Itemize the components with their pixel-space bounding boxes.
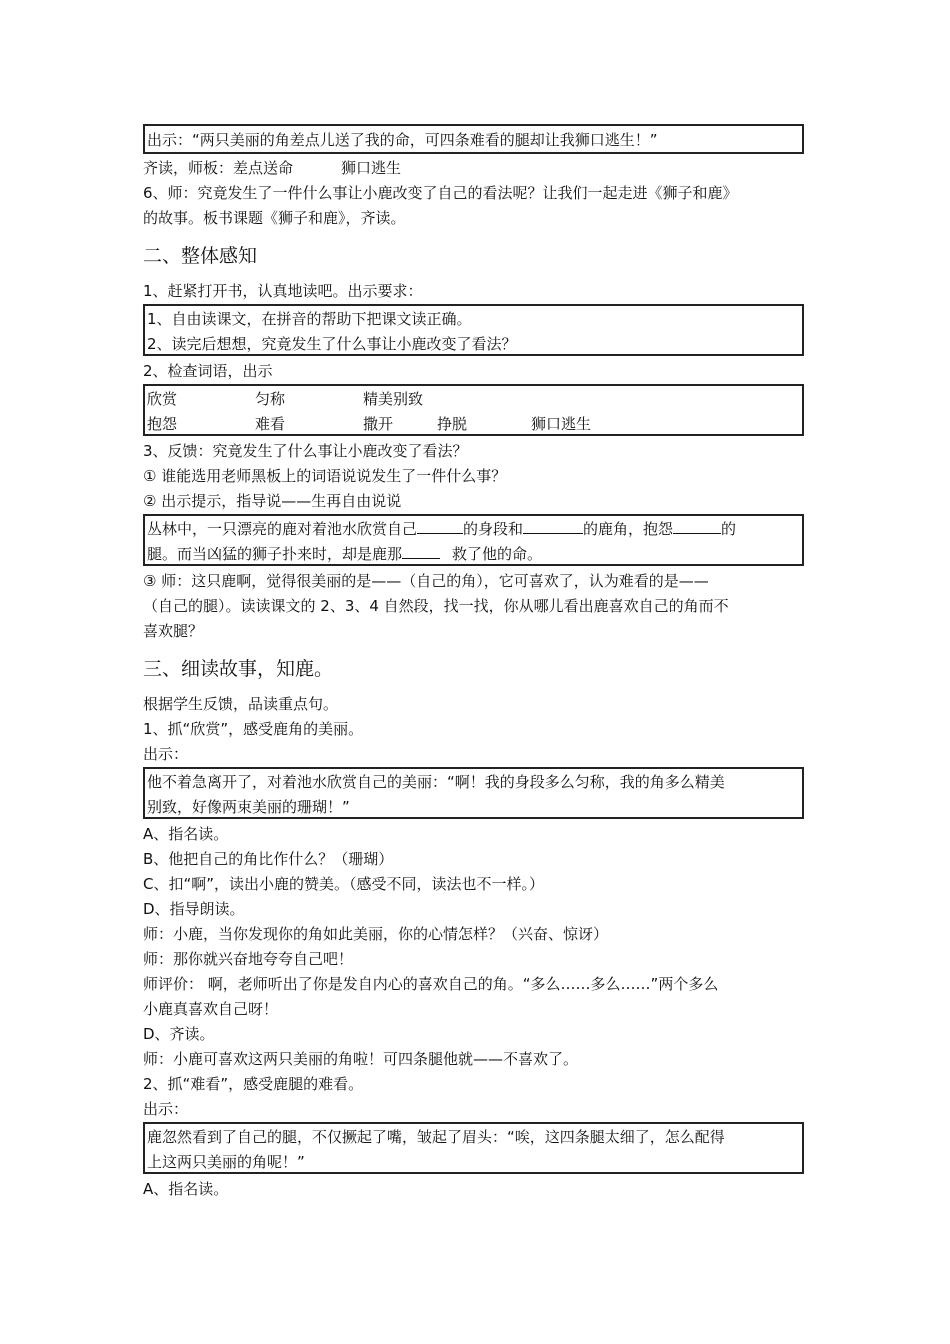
blank-1: [417, 519, 463, 534]
paragraph: 的故事。板书课题《狮子和鹿》，齐读。: [143, 209, 406, 227]
paragraph: 师：小鹿可喜欢这两只美丽的角啦！可四条腿他就——不喜欢了。: [143, 1050, 579, 1068]
vocab-word: 狮口逃生: [531, 415, 592, 433]
paragraph: 小鹿真喜欢自己呀！: [143, 1000, 279, 1018]
paragraph: 师：那你就兴奋地夸夸自己吧！: [143, 950, 354, 968]
paragraph: ③ 师：这只鹿啊，觉得很美丽的是——（自己的角），它可喜欢了，认为难看的是——: [143, 572, 709, 590]
paragraph: 出示：: [143, 745, 189, 763]
paragraph: 2、抓“难看”，感受鹿腿的难看。: [143, 1075, 364, 1093]
paragraph: B、他把自己的角比作什么？（珊瑚）: [143, 850, 394, 868]
quote-text: 别致，好像两束美丽的珊瑚！”: [147, 798, 350, 816]
paragraph: 师：小鹿，当你发现你的角如此美丽，你的心情怎样？（兴奋、惊讶）: [143, 925, 609, 943]
vocab-word: 匀称: [255, 390, 286, 408]
paragraph: ② 出示提示，指导说——生再自由说说: [143, 492, 402, 510]
vocab-word: 难看: [255, 415, 286, 433]
paragraph: 3、反馈：究竟发生了什么事让小鹿改变了看法？: [143, 442, 468, 460]
vocab-word: 抱怨: [147, 415, 178, 433]
quote-box-1: [143, 124, 804, 154]
paragraph: A、指名读。: [143, 825, 229, 843]
paragraph: 1、抓“欣赏”，感受鹿角的美丽。: [143, 720, 364, 738]
quote-text: 上这两只美丽的角呢！”: [147, 1153, 305, 1171]
paragraph: 出示：: [143, 1100, 189, 1118]
blank-4: [402, 544, 440, 559]
requirement-box: [143, 304, 804, 356]
requirement-item: 2、读完后想想，究竟发生了什么事让小鹿改变了看法？: [147, 335, 517, 353]
fill-in-box: [143, 514, 804, 566]
paragraph: 师评价： 啊，老师听出了你是发自内心的喜欢自己的角。“多么……多么……”两个多么: [143, 975, 719, 993]
vocab-word: 精美别致: [363, 390, 424, 408]
paragraph: C、扣“啊”，读出小鹿的赞美。（感受不同，读法也不一样。）: [143, 875, 545, 893]
section-heading-3: 三、细读故事，知鹿。: [143, 658, 334, 680]
paragraph: 齐读，师板：差点送命 狮口逃生: [143, 159, 402, 177]
fill-in-line-1: 丛林中，一只漂亮的鹿对着池水欣赏自己 的身段和 的鹿角，抱怨 的: [147, 520, 737, 538]
paragraph: 6、师：究竟发生了一件什么事让小鹿改变了自己的看法呢？让我们一起走进《狮子和鹿》: [143, 184, 738, 202]
paragraph: 根据学生反馈，品读重点句。: [143, 695, 339, 713]
blank-3: [673, 519, 721, 534]
quote-text: 鹿忽然看到了自己的腿，不仅撅起了嘴，皱起了眉头：“唉，这四条腿太细了，怎么配得: [147, 1128, 725, 1146]
vocabulary-box: [143, 384, 804, 436]
section-heading-2: 二、整体感知: [143, 245, 258, 267]
paragraph: ① 谁能选用老师黑板上的词语说说发生了一件什么事？: [143, 467, 507, 485]
requirement-item: 1、自由读课文，在拼音的帮助下把课文读正确。: [147, 310, 472, 328]
quote-text: 他不着急离开了，对着池水欣赏自己的美丽：“啊！我的身段多么匀称，我的角多么精美: [147, 773, 725, 791]
vocab-word: 撒开: [363, 415, 394, 433]
fill-in-line-2: 腿。而当凶猛的狮子扑来时，却是鹿那 救了他的命。: [147, 545, 543, 563]
paragraph: 1、赶紧打开书，认真地读吧。出示要求：: [143, 282, 423, 300]
paragraph: 喜欢腿？: [143, 622, 204, 640]
vocab-word: 挣脱: [437, 415, 468, 433]
paragraph: D、指导朗读。: [143, 900, 245, 918]
paragraph: D、齐读。: [143, 1025, 215, 1043]
quote-box-3: [143, 1122, 804, 1174]
paragraph: 2、检查词语，出示: [143, 362, 273, 380]
vocab-word: 欣赏: [147, 390, 178, 408]
paragraph: A、指名读。: [143, 1180, 229, 1198]
quote-text: 出示：“两只美丽的角差点儿送了我的命，可四条难看的腿却让我狮口逃生！”: [147, 131, 658, 149]
blank-2: [523, 519, 583, 534]
paragraph: （自己的腿）。读读课文的 2、3、4 自然段，找一找，你从哪儿看出鹿喜欢自己的角而不: [143, 597, 729, 615]
quote-box-2: [143, 767, 804, 819]
